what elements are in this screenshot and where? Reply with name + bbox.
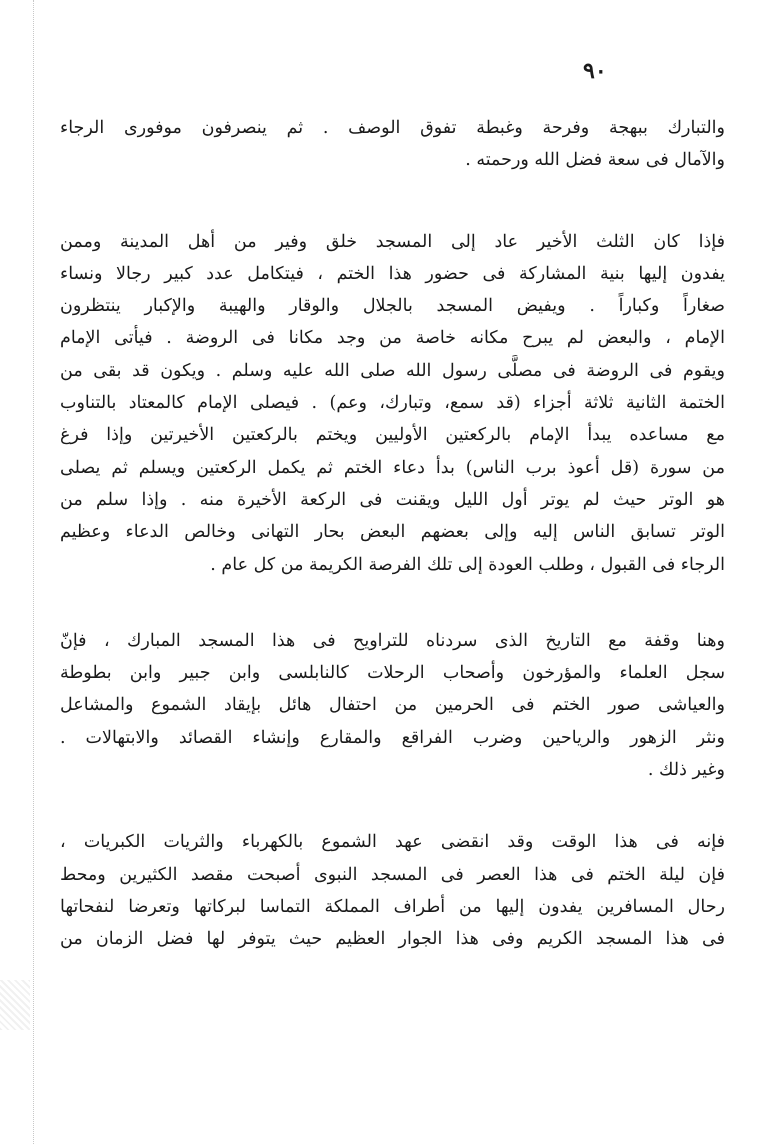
text-line: ويقوم فى الروضة فى مصلَّى رسول الله صلى الله عليه وسلم . ويكون قد بقى من <box>60 360 725 381</box>
text-line: من سورة (قل أعوذ برب الناس) بدأ دعاء الختم ثم يكمل الركعتين ويسلم ثم يصلى <box>60 457 725 478</box>
text-line: يفدون إليها بنية المشاركة فى حضور هذا الختم ، فيتكامل عدد كبير رجالا ونساء <box>60 263 725 284</box>
paragraph-1 <box>60 112 725 177</box>
text-line: الوتر تسابق الناس إليه وإلى بعضهم البعض بحار التهانى وخالص الدعاء وعظيم <box>60 522 725 543</box>
text-line: والآمال فى سعة فضل الله ورحمته . <box>465 150 725 171</box>
text-line: وهنا وقفة مع التاريخ الذى سردناه للتراويح فى هذا المسجد المبارك ، فإنّ <box>60 630 725 651</box>
text-line: الرجاء فى القبول ، وطلب العودة إلى تلك الفرصة الكريمة من كل عام . <box>210 554 725 575</box>
text-line: فى هذا المسجد الكريم وفى هذا الجوار العظيم حيث يتوفر لها فضل الزمان من <box>60 929 725 950</box>
text-line: هو الوتر حيث لم يوتر أول الليل ويقنت فى الركعة الأخيرة منه . وإذا سلم من <box>60 489 725 510</box>
text-line: فإنه فى هذا الوقت وقد انقضى عهد الشموع بالكهرباء والثريات الكبريات ، <box>60 832 725 853</box>
page-binding-edge <box>33 0 34 1144</box>
text-line: صغاراً وكباراً . ويفيض المسجد بالجلال والوقار والهيبة والإكبار ينتظرون <box>60 296 725 317</box>
page-number: ٩٠ <box>583 58 607 84</box>
text-line: الإمام ، والبعض لم يبرح مكانه خاصة من وجد مكانا فى الروضة . فيأتى الإمام <box>60 328 725 349</box>
text-line: مع مساعده يبدأ الإمام بالركعتين الأوليين ويختم بالركعتين الأخيرتين وإذا فرغ <box>60 425 725 446</box>
text-line: رحال المسافرين يفدون إليها من أطراف المملكة التماسا لبركاتها وتعرضا لنفحاتها <box>60 896 725 917</box>
body-text <box>60 112 725 956</box>
text-line: وغير ذلك . <box>647 760 725 781</box>
scan-smudge <box>0 980 30 1030</box>
text-line: فإن ليلة الختم فى هذا العصر فى المسجد النبوى أصبحت مقصد الكثيرين ومحط <box>60 864 725 885</box>
text-line: والعياشى صور الختم فى الحرمين من احتفال هائل بإيقاد الشموع والمشاعل <box>60 695 725 716</box>
text-line: والتبارك ببهجة وفرحة وغبطة تفوق الوصف . ثم ينصرفون موفورى الرجاء <box>60 118 725 138</box>
text-line: فإذا كان الثلث الأخير عاد إلى المسجد خلق وفير من أهل المدينة وممن <box>60 231 725 252</box>
text-line: سجل العلماء والمؤرخون وأصحاب الرحلات كالنابلسى وابن جبير وابن بطوطة <box>60 663 725 684</box>
text-line: ونثر الزهور والرياحين وضرب الفراقع والمقارع وإنشاء القصائد والابتهالات . <box>60 727 725 748</box>
paragraph-4 <box>60 826 725 955</box>
text-line: الختمة الثانية ثلاثة أجزاء (قد سمع، وتبارك، وعم) . فيصلى الإمام كالمعتاد بالتناوب <box>60 393 725 414</box>
paragraph-3 <box>60 625 725 786</box>
paragraph-2 <box>60 226 725 581</box>
